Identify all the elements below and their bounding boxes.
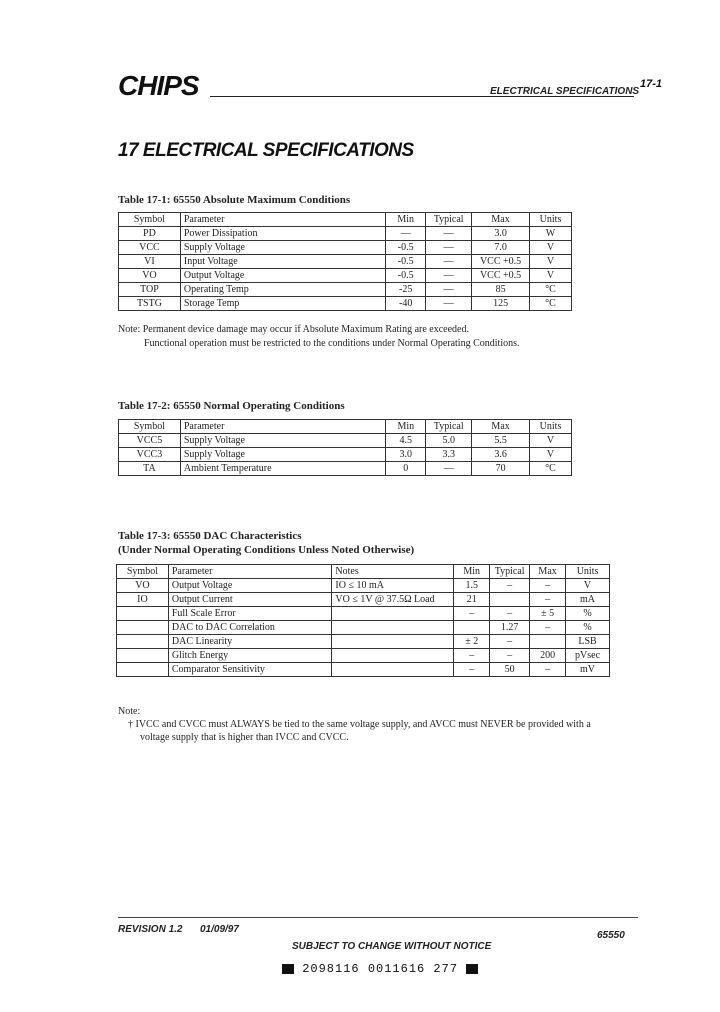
table-cell: VO ≤ 1V @ 37.5Ω Load: [332, 593, 454, 607]
table-cell: Supply Voltage: [180, 448, 385, 462]
table-row: [117, 649, 610, 663]
col-notes: Notes: [332, 565, 454, 579]
table-cell: TA: [119, 462, 181, 476]
table-row: [117, 621, 610, 635]
table-cell: LSB: [566, 635, 610, 649]
table-cell: Glitch Energy: [168, 649, 332, 663]
table3-note-label: Note:: [118, 706, 141, 717]
table-cell: °C: [530, 462, 572, 476]
table-cell: 3.0: [472, 227, 530, 241]
table-cell: –: [530, 593, 566, 607]
col-min: Min: [454, 565, 490, 579]
col-symbol: Symbol: [119, 213, 181, 227]
table-cell: mV: [566, 663, 610, 677]
col-max: Max: [472, 213, 530, 227]
table-cell: IO: [117, 593, 169, 607]
table-cell: -0.5: [386, 241, 426, 255]
table-cell: 1.27: [490, 621, 530, 635]
table3-note: † IVCC and CVCC must ALWAYS be tied to the same voltage supply, and AVCC must NEVER be provided with a: [128, 719, 591, 730]
col-parameter: Parameter: [180, 213, 385, 227]
col-typical: Typical: [426, 420, 472, 434]
absolute-max-table: [118, 212, 572, 311]
table-cell: VCC +0.5: [472, 269, 530, 283]
table-cell: W: [530, 227, 572, 241]
table-cell: [332, 607, 454, 621]
col-symbol: Symbol: [119, 420, 181, 434]
table-cell: 3.3: [426, 448, 472, 462]
table-cell: %: [566, 607, 610, 621]
table-cell: –: [530, 621, 566, 635]
table-cell: ± 2: [454, 635, 490, 649]
table-cell: 5.0: [426, 434, 472, 448]
table-cell: –: [490, 649, 530, 663]
table-cell: [117, 621, 169, 635]
table-row: [117, 663, 610, 677]
table-cell: —: [426, 462, 472, 476]
table-cell: 85: [472, 283, 530, 297]
table-cell: 50: [490, 663, 530, 677]
chapter-title: 17 ELECTRICAL SPECIFICATIONS: [118, 140, 414, 161]
table-cell: V: [530, 448, 572, 462]
table1-caption: Table 17-1: 65550 Absolute Maximum Conditions: [118, 194, 351, 206]
table-cell: TSTG: [119, 297, 181, 311]
table-cell: [332, 663, 454, 677]
table-cell: Input Voltage: [180, 255, 385, 269]
col-units: Units: [530, 213, 572, 227]
col-units: Units: [530, 420, 572, 434]
table-cell: 7.0: [472, 241, 530, 255]
table1-note-cont: Functional operation must be restricted to the conditions under Normal Operating Conditions.: [144, 338, 520, 349]
table-cell: 3.6: [472, 448, 530, 462]
table-cell: [332, 621, 454, 635]
barcode-right-block: [466, 964, 478, 974]
table-row: [119, 434, 572, 448]
table-cell: —: [426, 241, 472, 255]
table-cell: Full Scale Error: [168, 607, 332, 621]
table-cell: VCC: [119, 241, 181, 255]
table-cell: 5.5: [472, 434, 530, 448]
table-row: [117, 579, 610, 593]
table-cell: VO: [119, 269, 181, 283]
table-cell: VCC +0.5: [472, 255, 530, 269]
table-cell: —: [426, 283, 472, 297]
table-row: [117, 607, 610, 621]
table-cell: Operating Temp: [180, 283, 385, 297]
table-header-row: [119, 213, 572, 227]
table-row: [119, 269, 572, 283]
table-cell: [117, 663, 169, 677]
table-cell: Supply Voltage: [180, 434, 385, 448]
footer-rule: [118, 917, 638, 918]
table-cell: —: [426, 297, 472, 311]
table-cell: 3.0: [386, 448, 426, 462]
col-parameter: Parameter: [180, 420, 385, 434]
normal-operating-table: [118, 419, 572, 476]
dac-characteristics-table: [116, 564, 610, 677]
table-cell: PD: [119, 227, 181, 241]
table-row: [119, 283, 572, 297]
table-cell: -0.5: [386, 269, 426, 283]
document-barcode: [282, 962, 478, 976]
table-cell: VCC5: [119, 434, 181, 448]
table-cell: [117, 635, 169, 649]
table-cell: –: [454, 649, 490, 663]
chips-logo: CHIPS: [118, 70, 199, 101]
table2-caption: Table 17-2: 65550 Normal Operating Conditions: [118, 400, 345, 412]
col-typical: Typical: [490, 565, 530, 579]
table-cell: —: [426, 269, 472, 283]
table-cell: pVsec: [566, 649, 610, 663]
col-min: Min: [386, 420, 426, 434]
footer-date: 01/09/97: [200, 924, 239, 935]
table-cell: Comparator Sensitivity: [168, 663, 332, 677]
table3-note-cont: voltage supply that is higher than IVCC and CVCC.: [140, 732, 349, 743]
table-cell: Supply Voltage: [180, 241, 385, 255]
table-cell: –: [454, 663, 490, 677]
table-cell: V: [566, 579, 610, 593]
table-cell: V: [530, 434, 572, 448]
barcode-text: 2098116 0011616 277: [302, 962, 459, 976]
table-cell: 125: [472, 297, 530, 311]
table-cell: 1.5: [454, 579, 490, 593]
table-cell: mA: [566, 593, 610, 607]
table-cell: [117, 607, 169, 621]
table-cell: –: [530, 663, 566, 677]
table-row: [117, 593, 610, 607]
table-cell: —: [426, 255, 472, 269]
table-row: [117, 635, 610, 649]
table-cell: Power Dissipation: [180, 227, 385, 241]
table-cell: Ambient Temperature: [180, 462, 385, 476]
table-row: [119, 462, 572, 476]
table-cell: -25: [386, 283, 426, 297]
table-cell: V: [530, 255, 572, 269]
table-row: [119, 297, 572, 311]
col-units: Units: [566, 565, 610, 579]
table-cell: 4.5: [386, 434, 426, 448]
table-cell: —: [386, 227, 426, 241]
table-cell: °C: [530, 297, 572, 311]
table-cell: [332, 649, 454, 663]
table3-caption: Table 17-3: 65550 DAC Characteristics: [118, 530, 302, 542]
table-cell: °C: [530, 283, 572, 297]
table-cell: TOP: [119, 283, 181, 297]
col-parameter: Parameter: [168, 565, 332, 579]
footer-part-number: 65550: [597, 930, 625, 941]
table-cell: –: [454, 607, 490, 621]
col-max: Max: [530, 565, 566, 579]
table-cell: VO: [117, 579, 169, 593]
col-symbol: Symbol: [117, 565, 169, 579]
table-row: [119, 448, 572, 462]
table-cell: 200: [530, 649, 566, 663]
table-row: [119, 255, 572, 269]
table1-note: Note: Permanent device damage may occur if Absolute Maximum Rating are exceeded.: [118, 324, 469, 335]
page-number: 17-1: [640, 78, 663, 90]
table-cell: [117, 649, 169, 663]
table-cell: IO ≤ 10 mA: [332, 579, 454, 593]
table-cell: DAC to DAC Correlation: [168, 621, 332, 635]
table-cell: [454, 621, 490, 635]
table-cell: —: [426, 227, 472, 241]
table-cell: [530, 635, 566, 649]
table-cell: -40: [386, 297, 426, 311]
table-header-row: [119, 420, 572, 434]
table-cell: –: [490, 579, 530, 593]
table-cell: V: [530, 241, 572, 255]
table-cell: Output Voltage: [168, 579, 332, 593]
table-cell: VI: [119, 255, 181, 269]
table-cell: –: [530, 579, 566, 593]
table-cell: [490, 593, 530, 607]
table-cell: V: [530, 269, 572, 283]
table-header-row: [117, 565, 610, 579]
col-min: Min: [386, 213, 426, 227]
table-cell: -0.5: [386, 255, 426, 269]
table-cell: –: [490, 607, 530, 621]
table-row: [119, 241, 572, 255]
table-cell: 0: [386, 462, 426, 476]
table-cell: Output Current: [168, 593, 332, 607]
table-cell: –: [490, 635, 530, 649]
table-row: [119, 227, 572, 241]
footer-revision: REVISION 1.2: [118, 924, 183, 935]
col-typical: Typical: [426, 213, 472, 227]
table3-caption-sub: (Under Normal Operating Conditions Unless Noted Otherwise): [118, 544, 415, 556]
table-cell: [332, 635, 454, 649]
header-section-title: ELECTRICAL SPECIFICATIONS: [490, 86, 640, 97]
barcode-left-block: [282, 964, 294, 974]
table-cell: %: [566, 621, 610, 635]
table-cell: 21: [454, 593, 490, 607]
table-cell: ± 5: [530, 607, 566, 621]
table-cell: Output Voltage: [180, 269, 385, 283]
table-cell: VCC3: [119, 448, 181, 462]
footer-notice: SUBJECT TO CHANGE WITHOUT NOTICE: [292, 941, 492, 952]
table-cell: 70: [472, 462, 530, 476]
table-cell: DAC Linearity: [168, 635, 332, 649]
col-max: Max: [472, 420, 530, 434]
table-cell: Storage Temp: [180, 297, 385, 311]
